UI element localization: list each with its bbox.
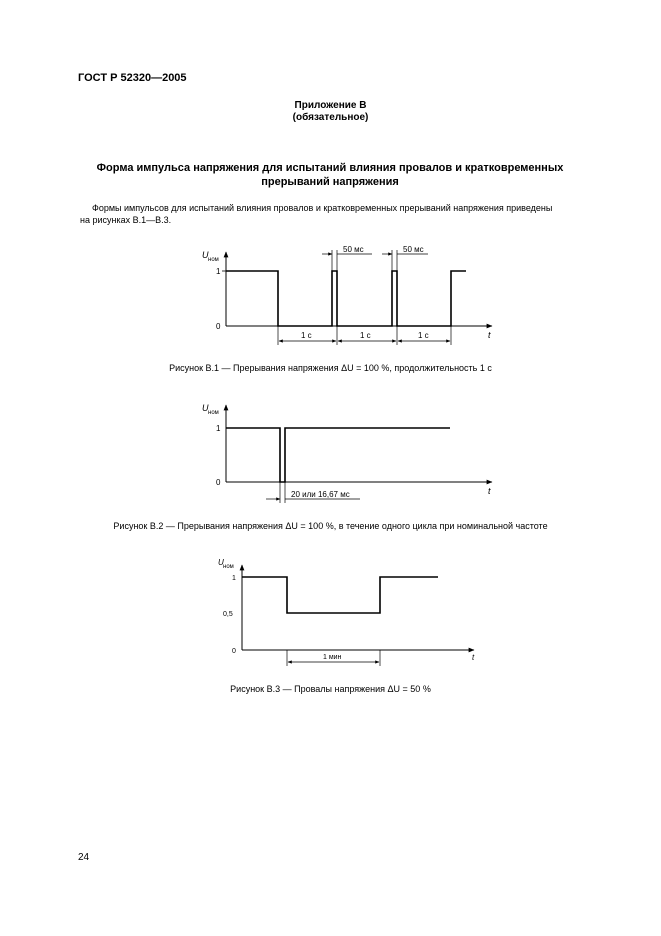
figure-b3-caption: Рисунок В.3 — Провалы напряжения ΔU = 50 % — [230, 684, 431, 694]
section-title-line1: Форма импульса напряжения для испытаний влияния провалов и кратковременных — [96, 162, 564, 174]
waveform-b2 — [226, 428, 450, 482]
pulse-label-b: 50 мс — [403, 245, 424, 254]
interval-label-1: 1 с — [301, 331, 312, 340]
x-axis-label: t — [488, 330, 491, 340]
annex-title: Приложение В — [294, 100, 367, 111]
y-axis-sub: ном — [208, 257, 219, 263]
pulse-label-a: 50 мс — [343, 245, 364, 254]
y-tick-0: 0 — [216, 322, 221, 331]
y-axis-sub: ном — [223, 564, 234, 570]
y-tick-0: 0 — [216, 478, 221, 487]
figure-b2-caption: Рисунок В.2 — Прерывания напряжения ΔU = 100 %, в течение одного цикла при номинальной частоте — [113, 521, 548, 531]
figure-b2-diagram — [0, 400, 661, 510]
y-axis-label: U — [202, 250, 209, 260]
waveform-b3 — [242, 577, 438, 613]
y-tick-1: 1 — [216, 424, 221, 433]
intro-paragraph-line2: на рисунках В.1—В.3. — [80, 215, 172, 225]
y-axis-sub: ном — [208, 410, 219, 416]
interval-label-3: 1 с — [418, 331, 429, 340]
interval-label: 1 мин — [323, 654, 342, 661]
figure-b3-diagram — [0, 555, 661, 670]
document-header: ГОСТ Р 52320—2005 — [78, 72, 187, 84]
y-tick-1: 1 — [216, 267, 221, 276]
annex-status: (обязательное) — [292, 112, 369, 123]
figure-b1-diagram — [0, 240, 661, 355]
interval-label-2: 1 с — [360, 331, 371, 340]
y-tick-05: 0,5 — [223, 611, 233, 618]
x-axis-label: t — [488, 486, 491, 496]
x-axis-label: t — [472, 653, 475, 662]
section-title-line2: прерываний напряжения — [261, 176, 399, 188]
y-tick-0: 0 — [232, 648, 236, 655]
waveform-b1 — [226, 271, 466, 326]
figure-b1-caption: Рисунок В.1 — Прерывания напряжения ΔU = 100 %, продолжительность 1 с — [169, 363, 492, 373]
y-axis-label: U — [202, 403, 209, 413]
intro-paragraph-line1: Формы импульсов для испытаний влияния провалов и кратковременных прерываний напряжения приведены — [92, 203, 553, 213]
y-tick-1: 1 — [232, 575, 236, 582]
interval-label: 20 или 16,67 мс — [291, 490, 350, 499]
page-number: 24 — [78, 852, 90, 863]
y-axis-label: U — [218, 558, 224, 567]
